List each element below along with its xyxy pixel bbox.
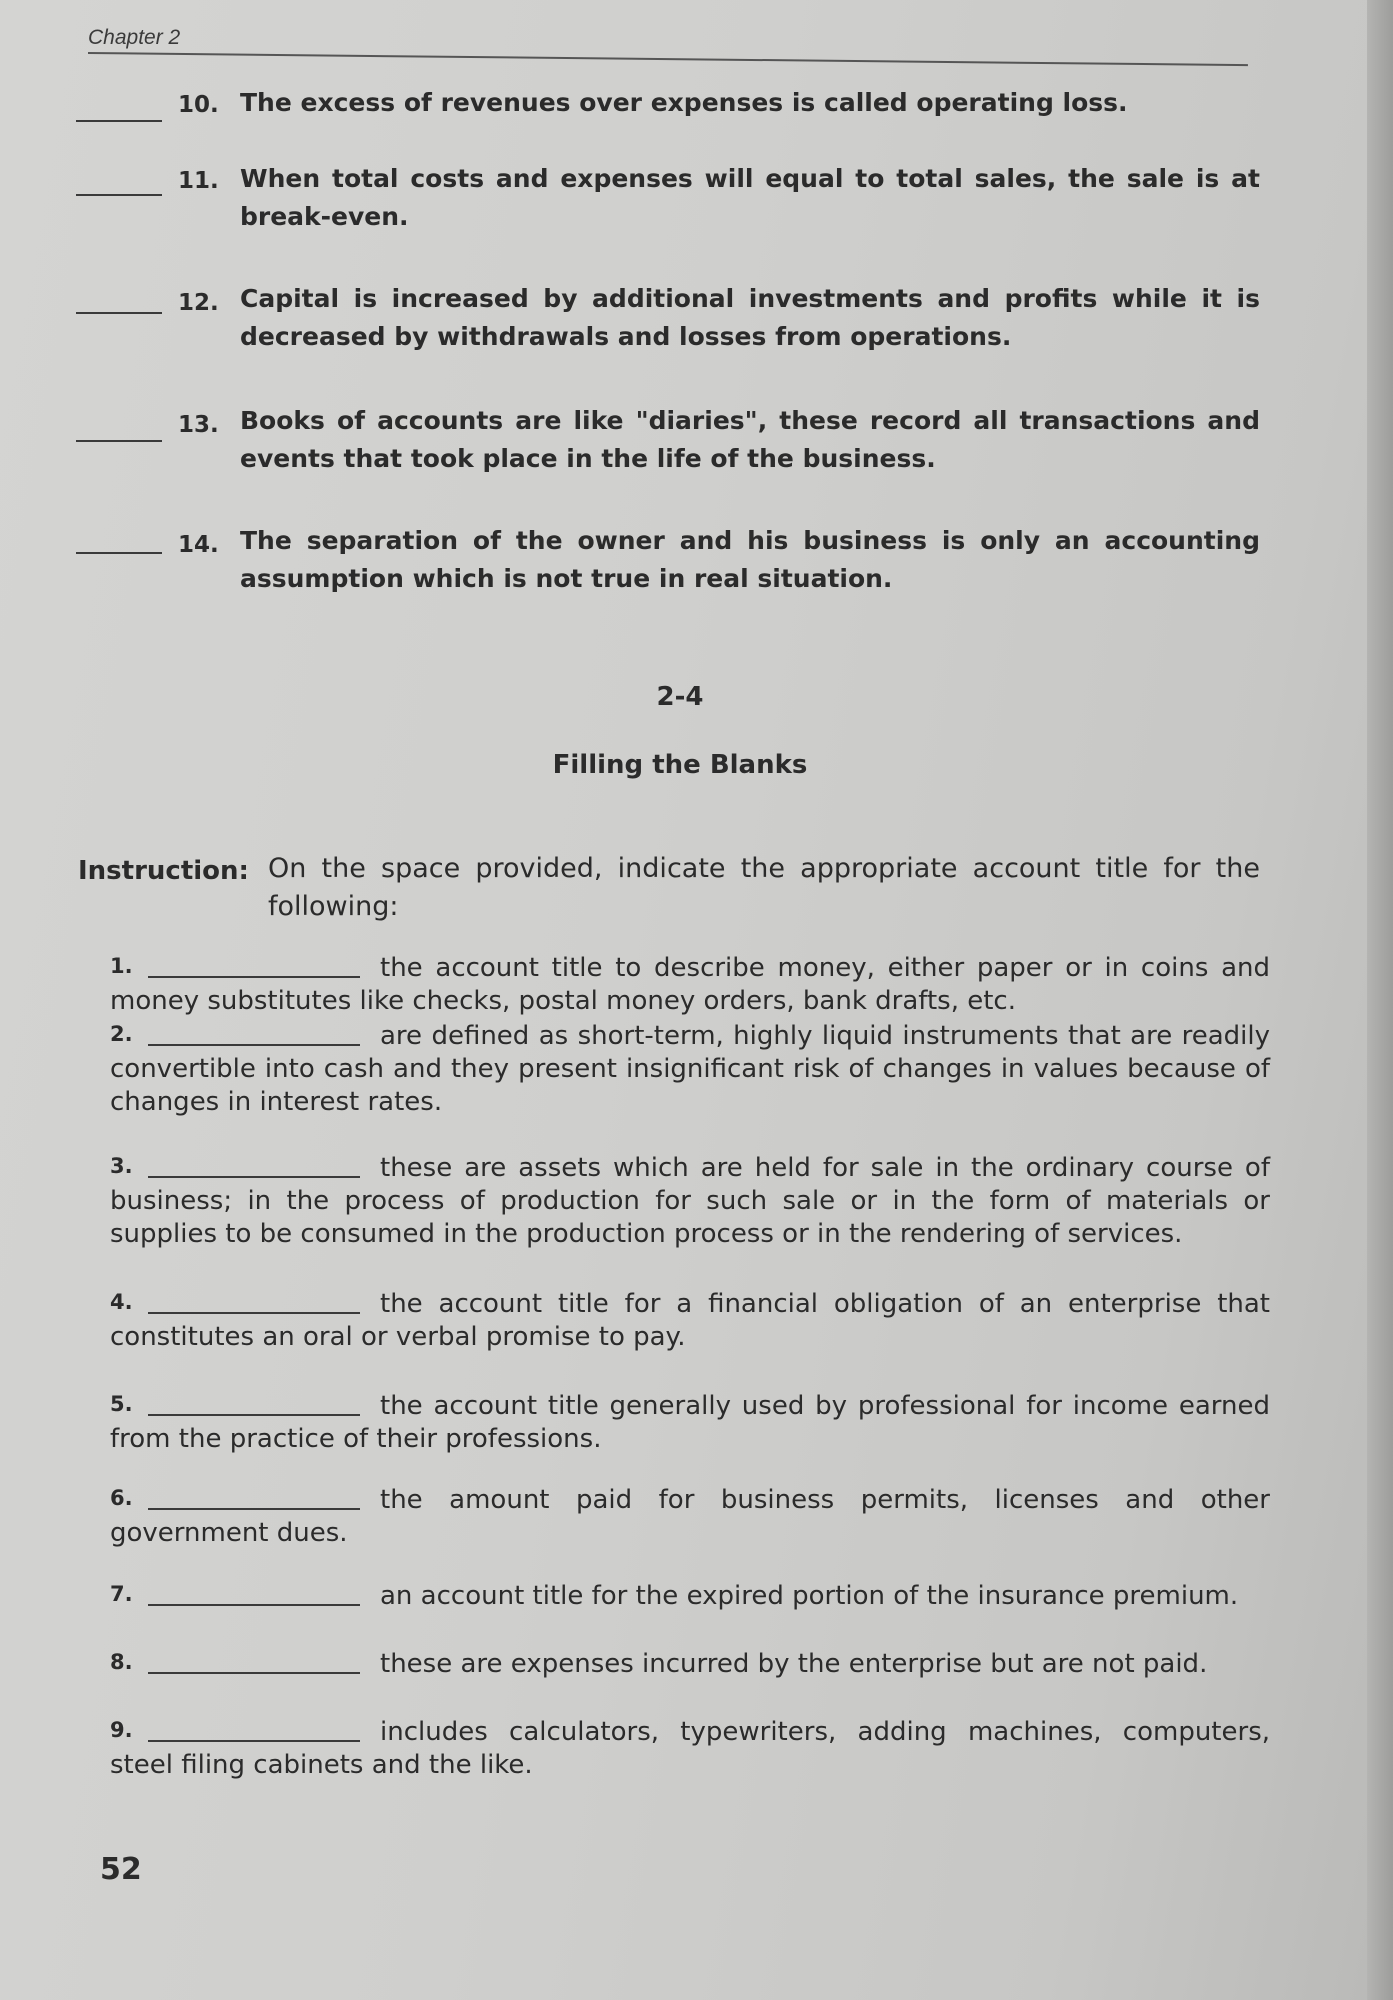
item-number: 13. [178,412,219,438]
item-number: 10. [178,92,219,118]
instruction-text: On the space provided, indicate the appropriate account title for the following: [268,853,1260,922]
item-text: the account title for a financial obligation of an enterprise that constitutes an oral or verbal promise to pay. [110,1289,1270,1352]
item-number: 3. [110,1154,133,1178]
item-text: Books of accounts are like "diaries", these record all transactions and events that took place in the life of the business. [240,406,1260,473]
answer-blank[interactable] [76,120,162,122]
header-rule [88,52,1248,66]
item-text: The excess of revenues over expenses is called operating loss. [240,88,1128,117]
item-number: 11. [178,168,219,194]
item-text: the account title to describe money, either paper or in coins and money substitutes like checks, postal money orders, bank drafts, etc. [110,953,1270,1016]
item-text: includes calculators, typewriters, adding machines, computers, steel filing cabinets and the like. [110,1717,1270,1780]
item-number: 8. [110,1650,133,1674]
item-number: 1. [110,954,133,978]
item-text: the account title generally used by professional for income earned from the practice of their professions. [110,1391,1270,1454]
section-title: Filling the Blanks [552,750,808,780]
item-number: 7. [110,1582,133,1606]
item-number: 4. [110,1290,133,1314]
item-text: Capital is increased by additional investments and profits while it is decreased by withdrawals and losses from operations. [240,284,1260,351]
section-number: 2-4 [656,682,704,712]
answer-blank[interactable] [148,1176,360,1178]
item-number: 6. [110,1486,133,1510]
item-text: The separation of the owner and his business is only an accounting assumption which is not true in real situation. [240,526,1260,593]
answer-blank[interactable] [76,312,162,314]
answer-blank[interactable] [148,1604,360,1606]
answer-blank[interactable] [76,194,162,196]
item-text: When total costs and expenses will equal to total sales, the sale is at break-even. [240,164,1260,231]
answer-blank[interactable] [76,552,162,554]
answer-blank[interactable] [148,1672,360,1674]
item-number: 9. [110,1718,133,1742]
answer-blank[interactable] [148,976,360,978]
answer-blank[interactable] [148,1414,360,1416]
answer-blank[interactable] [148,1508,360,1510]
item-text: these are expenses incurred by the enterprise but are not paid. [380,1649,1208,1679]
answer-blank[interactable] [148,1044,360,1046]
item-text: these are assets which are held for sale in the ordinary course of business; in the process of production for such sale or in the form of materials or supplies to be consumed in the production process or in the rendering of services. [110,1153,1270,1249]
item-number: 12. [178,290,219,316]
item-number: 2. [110,1022,133,1046]
answer-blank[interactable] [76,440,162,442]
answer-blank[interactable] [148,1312,360,1314]
answer-blank[interactable] [148,1740,360,1742]
item-text: an account title for the expired portion of the insurance premium. [380,1581,1239,1611]
page-edge-shadow [1367,0,1393,2000]
item-number: 5. [110,1392,133,1416]
item-text: are defined as short-term, highly liquid instruments that are readily convertible into cash and they present insignificant risk of changes in values because of changes in interest rates. [110,1021,1270,1117]
page-number: 52 [100,1852,142,1887]
item-text: the amount paid for business permits, licenses and other government dues. [110,1485,1270,1548]
instruction-label: Instruction: [78,856,249,886]
item-number: 14. [178,532,219,558]
chapter-header: Chapter 2 [88,26,181,49]
